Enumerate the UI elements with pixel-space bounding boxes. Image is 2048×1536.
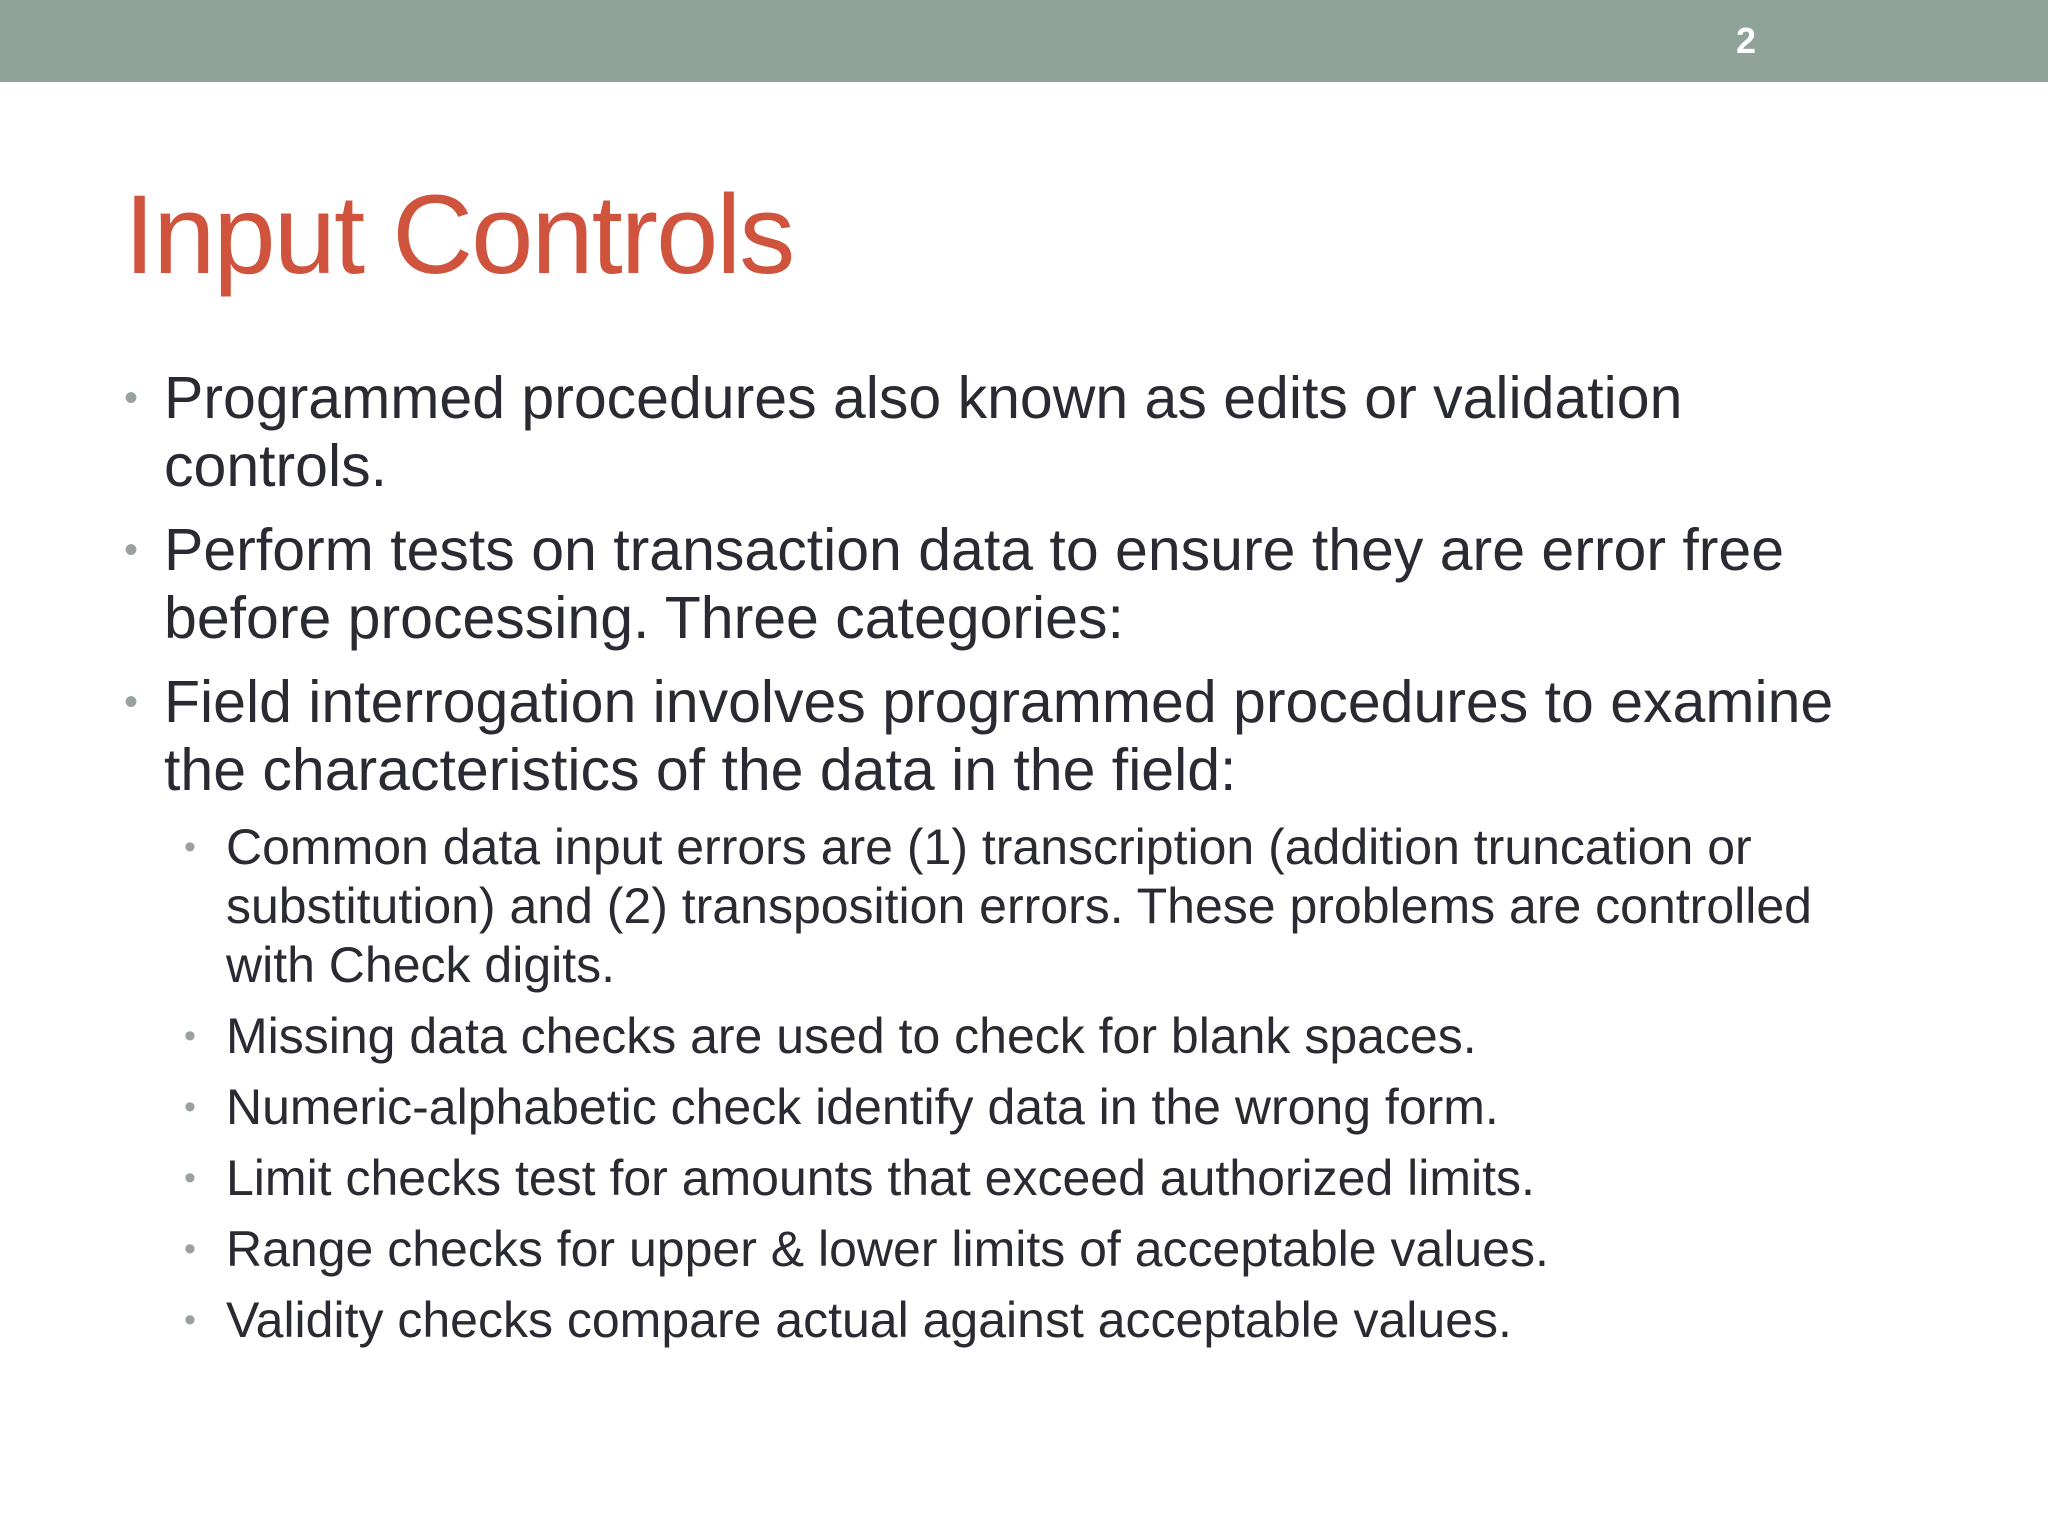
sub-bullet-item <box>124 1220 1914 1279</box>
sub-bullet-text: Limit checks test for amounts that exceed authorized limits. <box>226 1150 1535 1206</box>
sub-bullet-item <box>124 1149 1914 1208</box>
bullet-icon: • <box>124 680 139 724</box>
sub-bullet-text: Common data input errors are (1) transcription (addition truncation or substitution) and (2) transposition errors. These problems are controlled with Check digits. <box>226 819 1812 993</box>
sub-bullet-icon: • <box>184 1301 196 1339</box>
sub-bullet-text: Numeric-alphabetic check identify data in the wrong form. <box>226 1079 1499 1135</box>
sub-bullet-icon: • <box>184 1159 196 1197</box>
sub-bullet-item <box>124 1007 1914 1066</box>
sub-bullet-group <box>124 818 1914 1350</box>
sub-bullet-item <box>124 1291 1914 1350</box>
bullet-text: Programmed procedures also known as edits or validation controls. <box>164 365 1683 499</box>
sub-bullet-item <box>124 818 1886 995</box>
sub-bullet-icon: • <box>184 1230 196 1268</box>
sub-bullet-text: Missing data checks are used to check for blank spaces. <box>226 1008 1477 1064</box>
sub-bullet-text: Validity checks compare actual against acceptable values. <box>226 1292 1512 1348</box>
sub-bullet-icon: • <box>184 828 196 866</box>
bullet-icon: • <box>124 376 139 420</box>
sub-bullet-list <box>124 818 1914 1350</box>
sub-bullet-item <box>124 1078 1914 1137</box>
bullet-item <box>124 668 1914 804</box>
bullet-list <box>124 364 1914 1362</box>
bullet-icon: • <box>124 528 139 572</box>
slide-title: Input Controls <box>124 172 794 297</box>
bullet-item <box>124 516 1914 652</box>
slide-number: 2 <box>1735 20 1756 61</box>
sub-bullet-icon: • <box>184 1088 196 1126</box>
bullet-item <box>124 364 1914 500</box>
slide-header-bar <box>0 0 2048 82</box>
bullet-text: Field interrogation involves programmed procedures to examine the characteristics of the data in the field: <box>164 669 1834 803</box>
sub-bullet-icon: • <box>184 1017 196 1055</box>
bullet-text: Perform tests on transaction data to ensure they are error free before processing. Three categories: <box>164 517 1785 651</box>
sub-bullet-text: Range checks for upper & lower limits of acceptable values. <box>226 1221 1549 1277</box>
